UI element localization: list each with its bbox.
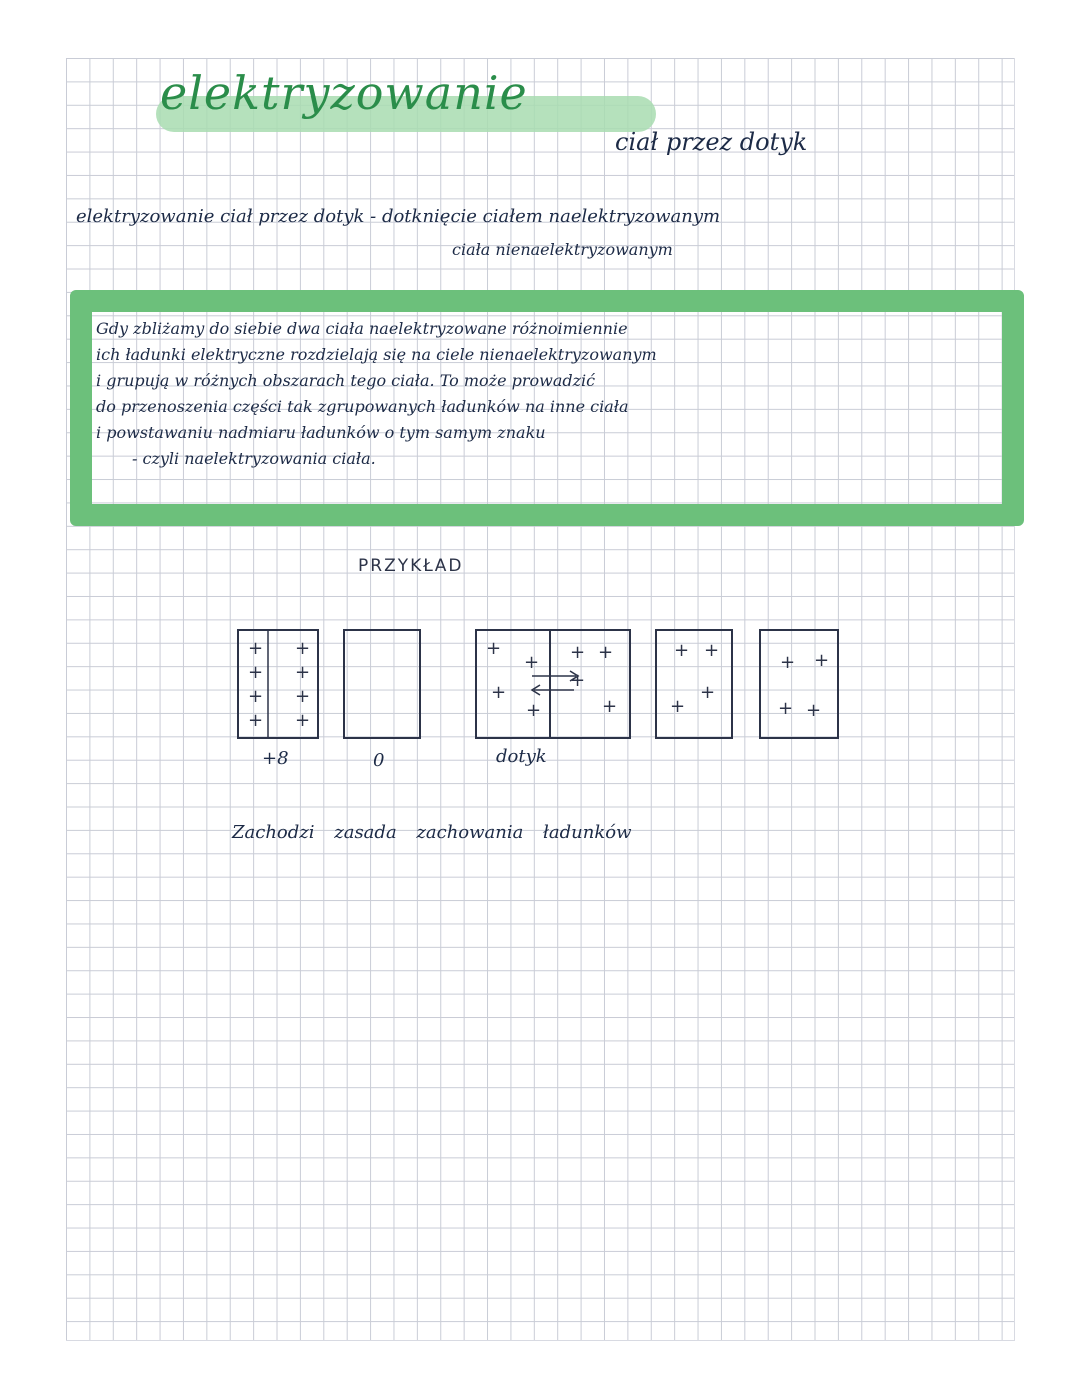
plus-charge-icon: + xyxy=(295,710,311,731)
plus-charge-icon: + xyxy=(814,650,830,671)
plus-charge-icon: + xyxy=(602,696,618,717)
definition-line-1: elektryzowanie ciał przez dotyk - dotknięcie ciałem naelektryzowanym xyxy=(76,206,721,227)
plus-charge-icon: + xyxy=(674,640,690,661)
plus-charge-icon: + xyxy=(524,652,540,673)
note-line: do przenoszenia części tak zgrupowanych ładunków na inne ciała xyxy=(96,397,629,416)
definition-line-2: ciała nienaelektryzowanym xyxy=(452,240,673,259)
plus-charge-icon: + xyxy=(526,700,542,721)
page-subtitle: ciał przez dotyk xyxy=(615,128,808,156)
plus-charge-icon: + xyxy=(295,662,311,683)
example-label: PRZYKŁAD xyxy=(358,556,464,576)
plus-charge-icon: + xyxy=(806,700,822,721)
plus-charge-icon: + xyxy=(248,686,264,707)
title-block xyxy=(160,66,528,136)
note-line: ich ładunki elektryczne rozdzielają się na ciele nienaelektryzowanym xyxy=(96,345,657,364)
plus-charge-icon: + xyxy=(704,640,720,661)
page-title: elektryzowanie xyxy=(160,66,528,120)
note-text xyxy=(96,316,956,472)
plus-charge-icon: + xyxy=(570,670,586,691)
note-line: i grupują w różnych obszarach tego ciała. To może prowadzić xyxy=(96,371,596,390)
note-line: - czyli naelektryzowania ciała. xyxy=(132,449,376,468)
summary-text: Zachodzi zasada zachowania ładunków xyxy=(232,822,632,843)
plus-charge-icon: + xyxy=(700,682,716,703)
plus-charge-icon: + xyxy=(248,662,264,683)
plus-charge-icon: + xyxy=(486,638,502,659)
plus-charge-icon: + xyxy=(780,652,796,673)
plus-charge-icon: + xyxy=(778,698,794,719)
plus-charge-icon: + xyxy=(598,642,614,663)
touch-label: dotyk xyxy=(496,746,547,767)
charge-label-second: 0 xyxy=(373,750,385,771)
plus-charge-icon: + xyxy=(295,638,311,659)
plus-charge-icon: + xyxy=(570,642,586,663)
plus-charge-icon: + xyxy=(491,682,507,703)
plus-charge-icon: + xyxy=(248,638,264,659)
note-line: i powstawaniu nadmiaru ładunków o tym samym znaku xyxy=(96,423,546,442)
plus-charge-icon: + xyxy=(670,696,686,717)
plus-charge-icon: + xyxy=(295,686,311,707)
plus-charge-icon: + xyxy=(248,710,264,731)
note-line: Gdy zbliżamy do siebie dwa ciała naelektryzowane różnoimiennie xyxy=(96,319,628,338)
charge-label-first: +8 xyxy=(262,748,289,769)
